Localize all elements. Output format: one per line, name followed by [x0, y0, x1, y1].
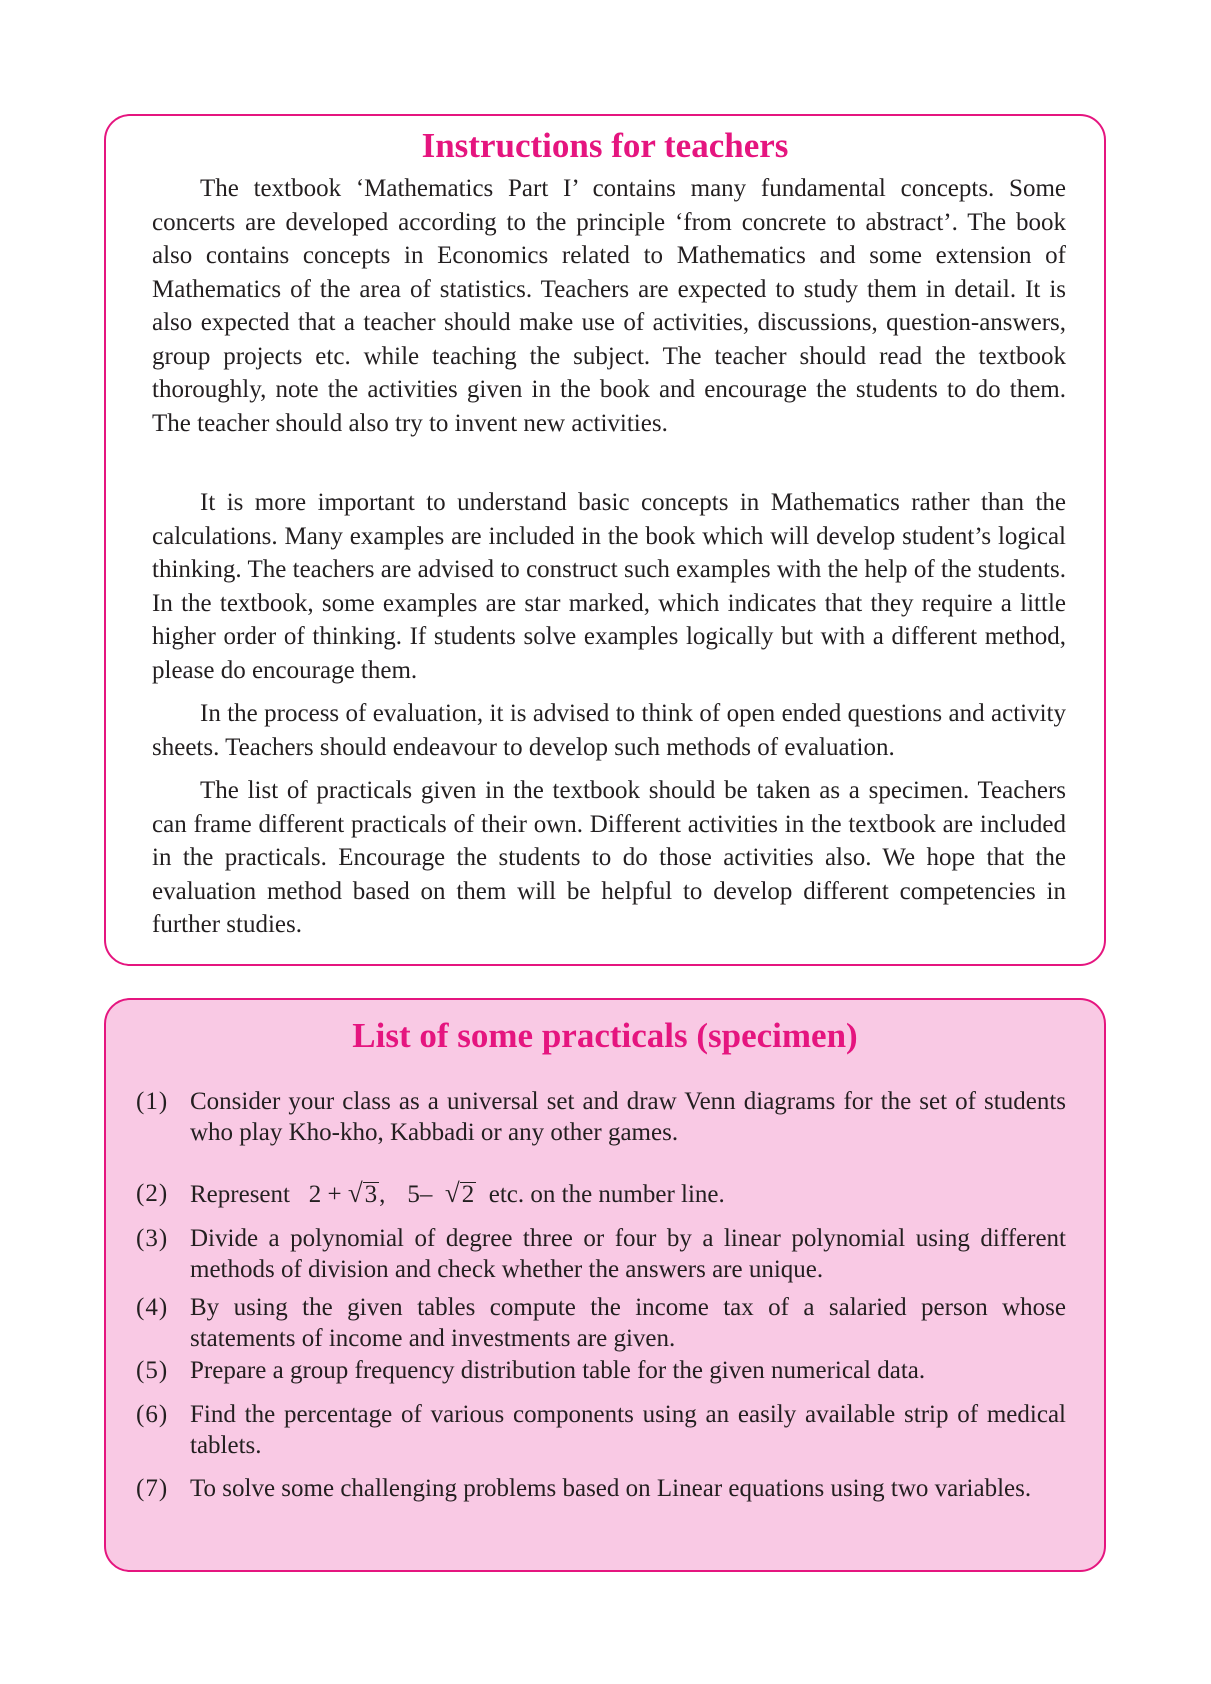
- instructions-title: Instructions for teachers: [421, 126, 789, 165]
- practical-item: [136, 1399, 1066, 1461]
- practical-item-text-tail: etc. on the number line.: [488, 1181, 725, 1208]
- practical-item-number: (5): [136, 1357, 169, 1384]
- radical-sign-icon: √: [347, 1178, 363, 1208]
- practical-item: [136, 1292, 1066, 1354]
- radicand: 3: [364, 1181, 378, 1208]
- practical-item-text: [190, 1178, 1066, 1210]
- practical-item-text: Divide a polynomial of degree three or four by a linear polynomial using different methods of division and check whether the answers are unique.: [190, 1225, 1066, 1283]
- math-expression-sqrt3: [308, 1178, 379, 1208]
- math-prefix: 5–: [407, 1181, 433, 1208]
- practical-item-number: (3): [136, 1225, 169, 1252]
- practical-item: [136, 1223, 1066, 1285]
- practicals-title: List of some practicals (specimen): [352, 1016, 858, 1055]
- practical-item-number: (7): [136, 1475, 169, 1502]
- radical-sign-icon: √: [444, 1178, 460, 1208]
- practicals-box: [104, 998, 1106, 1572]
- practical-item-text: By using the given tables compute the income tax of a salaried person whose statements of income and investments are given.: [190, 1294, 1066, 1352]
- instructions-paragraph: The textbook ‘Mathematics Part I’ contains many fundamental concepts. Some concerts are developed according to the principle ‘from concrete to abstract’. The book also contains concepts in Economics related to Mathematics and some extension of Mathematics of the area of statistics. Teachers are expected to study them in detail. It is also expected that a teacher should make use of activities, discussions, question-answers, group projects etc. while teaching the subject. The teacher should read the textbook thoroughly, note the activities given in the book and encourage the students to do them. The teacher should also try to invent new activities.: [152, 175, 1066, 437]
- square-root: [348, 1178, 379, 1210]
- math-expression-sqrt2: [407, 1178, 476, 1208]
- practical-item-number: (6): [136, 1401, 169, 1428]
- represent-label: Represent: [190, 1181, 290, 1208]
- practical-item: [136, 1178, 1066, 1210]
- practical-item: [136, 1086, 1066, 1148]
- instructions-paragraph: In the process of evaluation, it is advised to think of open ended questions and activity sheets. Teachers should endeavour to develop such methods of evaluation.: [152, 700, 1066, 761]
- practical-item-text: To solve some challenging problems based on Linear equations using two variables.: [190, 1475, 1032, 1502]
- practical-item: [136, 1473, 1066, 1504]
- square-root: [445, 1178, 476, 1210]
- math-prefix: 2 +: [308, 1181, 342, 1208]
- practical-item-text: Find the percentage of various components using an easily available strip of medical tablets.: [190, 1401, 1066, 1459]
- practical-item: [136, 1355, 1066, 1386]
- instructions-box: [104, 114, 1106, 966]
- radicand: 2: [461, 1181, 475, 1208]
- instructions-paragraph: The list of practicals given in the textbook should be taken as a specimen. Teachers can frame different practicals of their own. Different activities in the textbook are included in the practicals. Encourage the students to do those activities also. We hope that the evaluation method based on them will be helpful to develop different competencies in further studies.: [152, 777, 1066, 938]
- math-separator: ,: [379, 1181, 386, 1208]
- practical-item-text: Prepare a group frequency distribution table for the given numerical data.: [190, 1357, 926, 1384]
- practical-item-number: (1): [136, 1088, 169, 1115]
- practical-item-text: Consider your class as a universal set and draw Venn diagrams for the set of students who play Kho-kho, Kabbadi or any other games.: [190, 1088, 1066, 1146]
- instructions-paragraph: It is more important to understand basic concepts in Mathematics rather than the calculations. Many examples are included in the book which will develop student’s logical thinking. The teachers are advised to construct such examples with the help of the students. In the textbook, some examples are star marked, which indicates that they require a little higher order of thinking. If students solve examples logically but with a different method, please do encourage them.: [152, 489, 1066, 684]
- practical-item-number: (4): [136, 1294, 169, 1321]
- practical-item-number: (2): [136, 1180, 169, 1207]
